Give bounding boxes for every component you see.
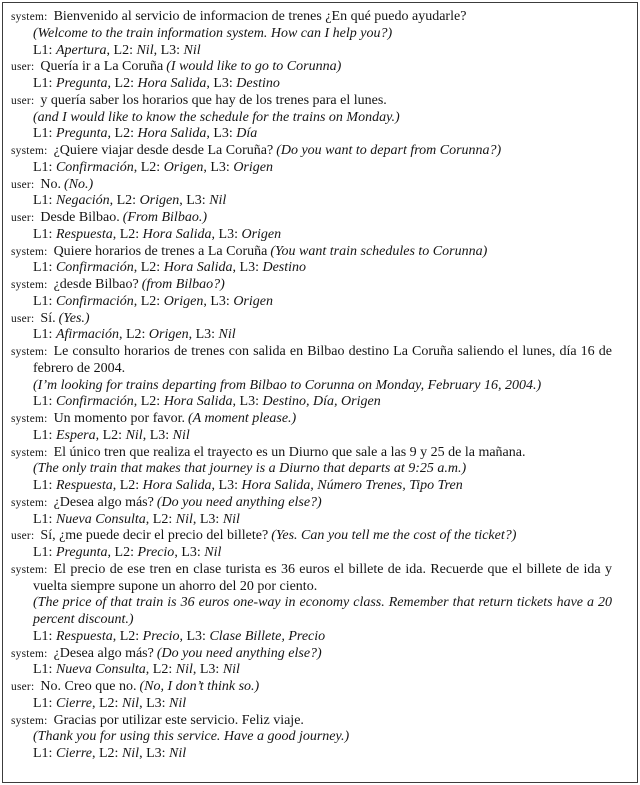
l1-value: Afirmación [55, 327, 119, 343]
dialogue-turn [11, 679, 612, 713]
l3-key: , L3: [206, 76, 237, 91]
annotation-line [11, 193, 612, 210]
l2-key: , L2: [145, 662, 176, 678]
l1-value: Respuesta [55, 478, 113, 493]
speaker-label: user: [11, 530, 35, 543]
dialogue-transcript [11, 9, 612, 763]
dialogue-turn [11, 93, 612, 143]
l3-key: , L3: [139, 695, 170, 711]
utterance-line [11, 311, 612, 328]
l3-value: Nil [218, 327, 236, 343]
utterance-text-spanish: Desde Bilbao. [40, 210, 120, 225]
l2-value: Origen [148, 327, 189, 343]
annotation-line [11, 294, 612, 311]
translation-line: (Welcome to the train information system. How can I help you?) [33, 25, 393, 41]
annotation-line [11, 394, 612, 411]
utterance-text-spanish: Sí. [40, 310, 56, 326]
l1-value: Pregunta [55, 545, 108, 560]
dialogue-turn [11, 411, 612, 445]
l3-key: , L3: [179, 193, 210, 209]
l1-value: Confirmación [55, 293, 134, 309]
utterance-line [11, 713, 612, 730]
translation-inline: (No, I don’t think so.) [139, 679, 260, 694]
l3-key: , L3: [211, 226, 242, 242]
dialogue-turn [11, 713, 612, 763]
l1-value: Pregunta [55, 126, 108, 142]
l3-key: , L3: [232, 260, 263, 276]
l2-value: Nil [175, 662, 193, 678]
l3-key: , L3: [179, 628, 210, 644]
annotation-line [11, 43, 612, 60]
l3-key: , L3: [188, 327, 219, 343]
annotation-line [11, 746, 612, 763]
translation-line: (The only train that makes that journey is a Diurno that departs at 9:25 a.m.) [33, 461, 467, 477]
l2-value: Origen [163, 293, 204, 309]
utterance-line [11, 344, 612, 378]
l1-key: L1: [33, 260, 56, 276]
utterance-text-spanish: Le consulto horarios de trenes con salida en Bilbao destino La Coruña saliendo el lunes, día 16 de febrero de 2004. [33, 344, 612, 376]
l1-key: L1: [33, 293, 56, 309]
dialogue-turn [11, 495, 612, 529]
annotation-line [11, 227, 612, 244]
l1-key: L1: [33, 478, 56, 493]
speaker-label: system: [11, 496, 48, 509]
utterance-line [11, 143, 612, 160]
utterance-line [11, 679, 612, 696]
speaker-label: user: [11, 61, 35, 74]
translation-line: (I’m looking for trains departing from Bilbao to Corunna on Monday, February 16, 2004.) [33, 377, 542, 393]
l1-key: L1: [33, 42, 56, 58]
utterance-line [11, 177, 612, 194]
l2-key: , L2: [92, 695, 122, 711]
annotation-line [11, 629, 612, 646]
l2-key: , L2: [107, 76, 138, 91]
l3-value: Destino [236, 76, 280, 91]
translation-inline: (Yes.) [58, 310, 90, 326]
speaker-label: user: [11, 178, 35, 191]
l3-value: Nil [209, 193, 227, 209]
l1-key: L1: [33, 159, 56, 175]
utterance-text-spanish: y quería saber los horarios que hay de los trenes para el lunes. [40, 92, 387, 108]
l3-key: , L3: [232, 394, 263, 410]
l2-key: , L2: [107, 126, 138, 142]
l2-value: Hora Salida [163, 260, 233, 276]
translation-inline: (from Bilbao?) [141, 277, 225, 292]
l2-key: , L2: [107, 545, 138, 560]
annotation-line [11, 545, 612, 562]
speaker-label: system: [11, 563, 48, 576]
annotation-line [11, 260, 612, 277]
dialogue-turn [11, 646, 612, 680]
l2-key: , L2: [92, 746, 122, 761]
utterance-line [11, 495, 612, 512]
speaker-label: user: [11, 312, 35, 325]
l2-value: Nil [121, 746, 140, 761]
translation-inline: (Do you need anything else?) [156, 645, 322, 661]
translation-inline: (Yes. Can you tell me the cost of the ticket?) [271, 528, 517, 544]
l3-value: Día [236, 126, 258, 142]
l3-value: Nil [169, 695, 187, 711]
l2-value: Hora Salida [137, 126, 207, 142]
l1-key: L1: [33, 226, 56, 242]
translation-line: (The price of that train is 36 euros one-way in economy class. Remember that return tickets have a 20 percent discount.) [33, 595, 612, 627]
speaker-label: system: [11, 714, 48, 727]
speaker-label: user: [11, 94, 35, 107]
speaker-label: system: [11, 245, 48, 258]
l1-value: Confirmación [55, 260, 134, 276]
translation-inline: (A moment please.) [187, 411, 297, 426]
speaker-label: system: [11, 279, 48, 291]
l1-value: Nueva Consulta [55, 662, 146, 678]
l3-value: Nil [183, 42, 201, 58]
translation-inline: (You want train schedules to Corunna) [270, 243, 488, 259]
dialogue-turn [11, 528, 612, 562]
utterance-text-spanish: ¿Quiere viajar desde desde La Coruña? [53, 143, 274, 158]
l3-key: , L3: [203, 293, 234, 309]
l2-value: Origen [139, 193, 180, 209]
l2-value: Nil [175, 511, 193, 527]
l1-value: Nueva Consulta [55, 511, 146, 527]
l1-value: Negación [55, 193, 110, 209]
annotation-line [11, 160, 612, 177]
utterance-line [11, 93, 612, 110]
utterance-text-spanish: El precio de ese tren en clase turista es 36 euros el billete de ida. Recuerde que el billete de ida y vuelta siempre supone un ahorro del 20 por ciento. [33, 561, 612, 594]
l3-key: , L3: [142, 427, 173, 443]
l1-key: L1: [33, 511, 56, 527]
l1-key: L1: [33, 327, 56, 343]
dialogue-turn [11, 344, 612, 411]
l2-key: , L2: [133, 260, 164, 276]
l2-key: , L2: [112, 478, 143, 493]
l2-value: Origen [163, 159, 204, 175]
utterance-line [11, 562, 612, 596]
dialogue-turn [11, 143, 612, 177]
l1-key: L1: [33, 76, 56, 91]
l1-key: L1: [33, 662, 56, 678]
l2-key: , L2: [112, 628, 143, 644]
l3-value: Nil [172, 427, 190, 443]
l3-value: Destino, Día, Origen [262, 394, 381, 410]
l2-key: , L2: [109, 193, 140, 209]
l1-value: Cierre [55, 695, 92, 711]
l2-value: Hora Salida [163, 394, 233, 410]
annotation-line [11, 512, 612, 529]
l2-value: Hora Salida [142, 226, 212, 242]
speaker-label: system: [11, 346, 48, 358]
l3-value: Nil [169, 746, 187, 761]
utterance-text-spanish: Un momento por favor. [53, 411, 185, 426]
utterance-text-spanish: Sí, ¿me puede decir el precio del billete? [40, 528, 269, 544]
dialogue-turn [11, 562, 612, 646]
translation-inline: (I would like to go to Corunna) [166, 59, 342, 75]
dialogue-turn [11, 311, 612, 345]
dialogue-turn [11, 445, 612, 495]
translation-inline: (From Bilbao.) [122, 210, 207, 225]
l3-value: Clase Billete, Precio [209, 628, 326, 644]
l3-key: , L3: [206, 126, 237, 142]
l3-value: Origen [233, 159, 273, 175]
speaker-label: system: [11, 11, 48, 23]
l1-key: L1: [33, 193, 56, 209]
utterance-text-spanish: El único tren que realiza el trayecto es un Diurno que sale a las 9 y 25 de la mañana. [53, 444, 526, 460]
l2-key: , L2: [118, 327, 149, 343]
l3-key: , L3: [153, 42, 184, 58]
utterance-line [11, 277, 612, 294]
annotation-line [11, 126, 612, 143]
dialogue-turn [11, 59, 612, 93]
l3-value: Nil [204, 545, 222, 560]
speaker-label: user: [11, 212, 35, 224]
l1-key: L1: [33, 394, 56, 410]
utterance-line [11, 59, 612, 76]
translation-line: (and I would like to know the schedule for the trains on Monday.) [33, 109, 400, 125]
utterance-text-spanish: ¿Desea algo más? [53, 645, 154, 661]
l1-value: Cierre [55, 746, 92, 761]
l2-value: Nil [136, 42, 154, 58]
l3-key: , L3: [139, 746, 170, 761]
dialogue-turn [11, 210, 612, 244]
l2-key: , L2: [95, 427, 126, 443]
l2-value: Hora Salida [137, 76, 207, 91]
l1-value: Respuesta [55, 628, 113, 644]
annotation-line [11, 327, 612, 344]
annotation-line [11, 478, 612, 495]
translation-inline: (Do you need anything else?) [156, 494, 322, 510]
annotation-line [11, 696, 612, 713]
l3-key: , L3: [203, 159, 234, 175]
l1-value: Espera [55, 427, 96, 443]
utterance-line [11, 9, 612, 26]
translation-inline: (Do you want to depart from Corunna?) [276, 143, 502, 158]
l1-key: L1: [33, 126, 56, 142]
speaker-label: system: [11, 647, 48, 660]
l2-key: , L2: [133, 293, 164, 309]
utterance-line [11, 528, 612, 545]
translation-line: (Thank you for using this service. Have a good journey.) [33, 729, 350, 745]
annotation-line [11, 428, 612, 445]
l3-value: Hora Salida, Número Trenes, Tipo Tren [241, 478, 463, 493]
l1-key: L1: [33, 746, 56, 761]
speaker-label: system: [11, 145, 48, 157]
annotation-line [11, 662, 612, 679]
l2-key: , L2: [106, 42, 137, 58]
l1-value: Pregunta [55, 76, 108, 91]
l2-value: Nil [125, 427, 143, 443]
l2-value: Precio [137, 545, 175, 560]
l1-key: L1: [33, 695, 56, 711]
utterance-line [11, 244, 612, 261]
utterance-text-spanish: Gracias por utilizar este servicio. Feliz viaje. [53, 712, 304, 728]
l2-key: , L2: [133, 394, 164, 410]
l1-key: L1: [33, 427, 56, 443]
l1-value: Apertura [55, 42, 107, 58]
speaker-label: system: [11, 446, 48, 459]
speaker-label: system: [11, 413, 48, 425]
utterance-text-spanish: ¿Desea algo más? [53, 494, 154, 510]
utterance-text-spanish: No. Creo que no. [40, 679, 137, 694]
l1-key: L1: [33, 628, 56, 644]
utterance-text-spanish: No. [40, 176, 62, 192]
l1-value: Respuesta [55, 226, 113, 242]
dialogue-turn [11, 177, 612, 211]
dialogue-turn [11, 277, 612, 311]
l2-key: , L2: [112, 226, 143, 242]
dialogue-turn [11, 9, 612, 59]
l2-key: , L2: [145, 511, 176, 527]
l3-value: Destino [262, 260, 307, 276]
speaker-label: user: [11, 681, 35, 693]
l1-value: Confirmación [55, 394, 134, 410]
l2-value: Hora Salida [142, 478, 212, 493]
utterance-text-spanish: ¿desde Bilbao? [53, 277, 139, 292]
l2-value: Nil [121, 695, 140, 711]
l3-value: Nil [222, 662, 240, 678]
dialogue-turn [11, 244, 612, 278]
l2-key: , L2: [133, 159, 164, 175]
l3-value: Origen [241, 226, 282, 242]
l3-key: , L3: [211, 478, 242, 493]
l3-key: , L3: [174, 545, 205, 560]
l3-value: Nil [222, 511, 240, 527]
annotation-line [11, 76, 612, 93]
l3-key: , L3: [192, 511, 223, 527]
utterance-text-spanish: Bienvenido al servicio de informacion de trenes ¿En qué puedo ayudarle? [53, 9, 467, 24]
l3-value: Origen [233, 293, 273, 309]
utterance-text-spanish: Quiere horarios de trenes a La Coruña [53, 243, 268, 259]
utterance-text-spanish: Quería ir a La Coruña [40, 59, 164, 75]
l2-value: Precio [142, 628, 180, 644]
utterance-line [11, 210, 612, 227]
utterance-line [11, 411, 612, 428]
l1-value: Confirmación [55, 159, 134, 175]
translation-inline: (No.) [64, 176, 94, 192]
utterance-line [11, 445, 612, 462]
utterance-line [11, 646, 612, 663]
l3-key: , L3: [192, 662, 223, 678]
l1-key: L1: [33, 545, 56, 560]
